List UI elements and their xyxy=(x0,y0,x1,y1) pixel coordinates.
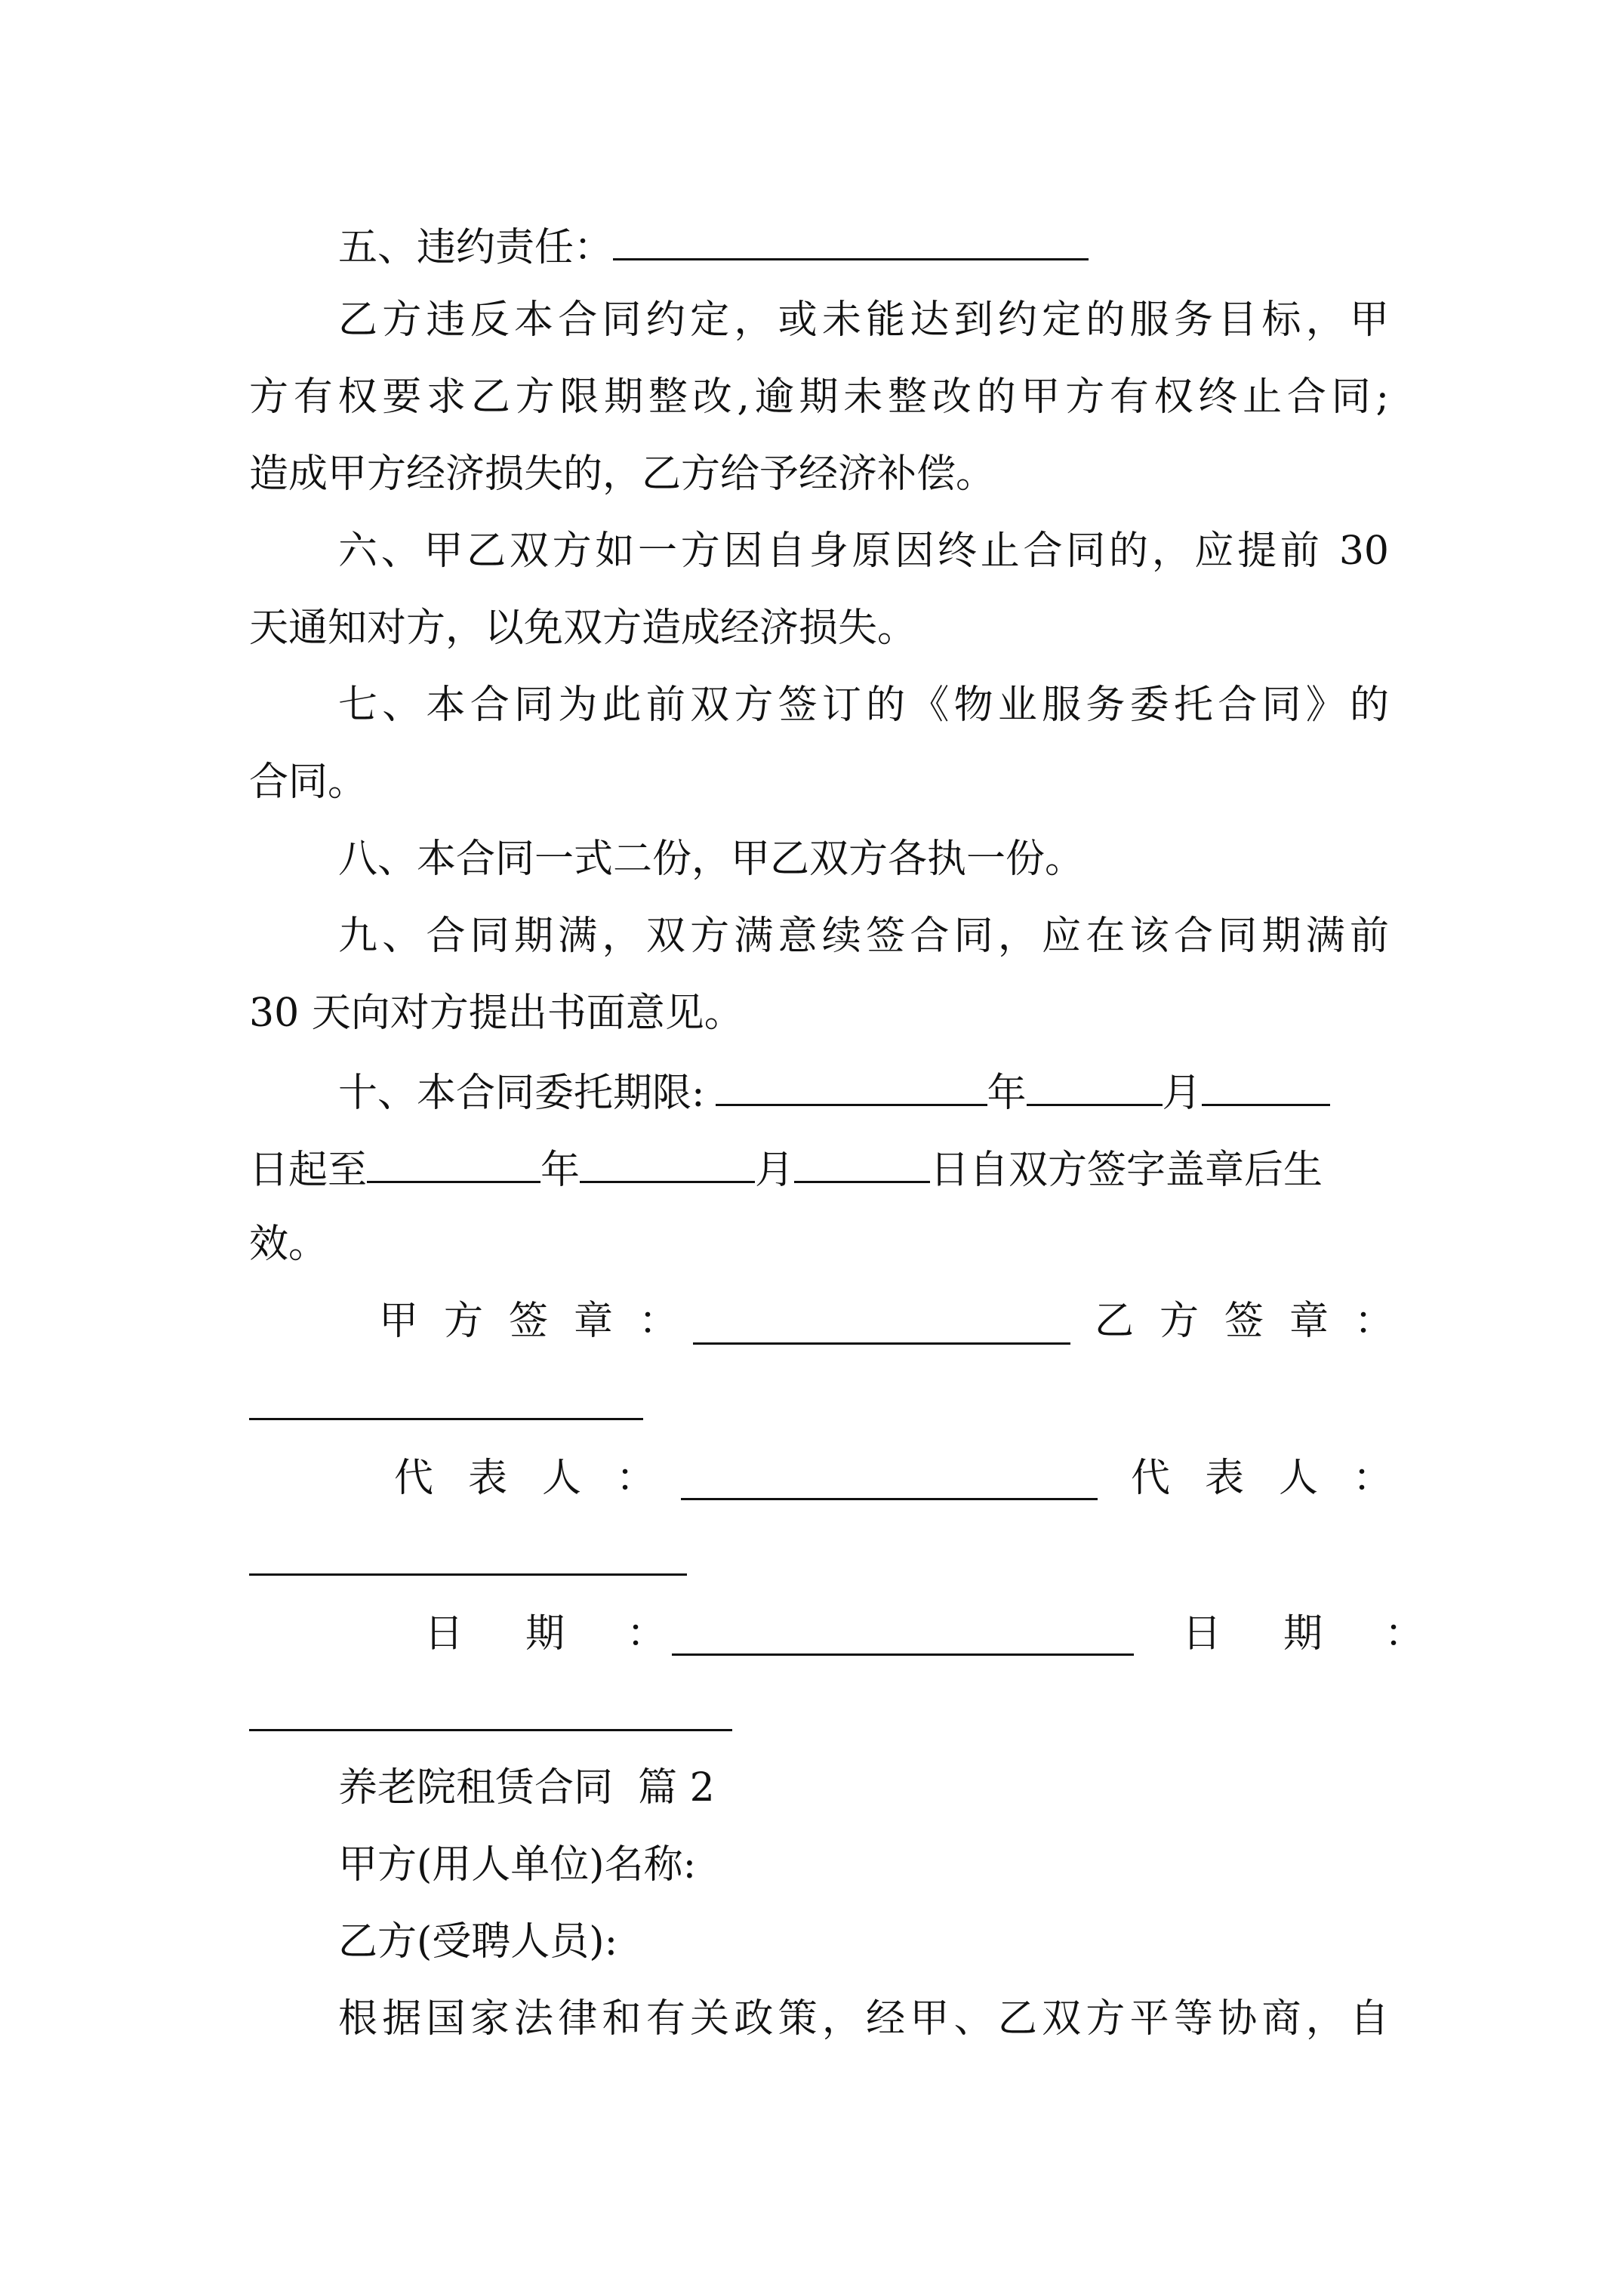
section-2-title: 养老院租赁合同 篇 2 xyxy=(338,1765,715,1811)
clause-5-blank xyxy=(613,220,1089,260)
rep-a-label: 代表人： xyxy=(394,1456,691,1501)
term-start-year-blank xyxy=(716,1066,987,1106)
clause-6-line-2: 天通知对方，以免双方造成经济损失。 xyxy=(249,606,917,651)
term-label: 十、本合同委托期限: xyxy=(338,1071,705,1116)
clause-5-line-1: 乙方违反本合同约定，或未能达到约定的服务目标，甲 xyxy=(338,297,1389,343)
clause-6-line-1: 六、甲乙双方如一方因自身原因终止合同的，应提前 30 xyxy=(338,529,1389,574)
term-end-year-blank xyxy=(367,1143,540,1183)
date-a-label: 日期： xyxy=(424,1611,728,1657)
section-2-intro: 根据国家法律和有关政策，经甲、乙双方平等协商，自 xyxy=(338,1996,1389,2042)
rep-b-line xyxy=(249,1573,687,1576)
date-b-line xyxy=(249,1729,732,1731)
clause-8-line-1: 八、本合同一式二份，甲乙双方各执一份。 xyxy=(338,837,1085,882)
date-a-line xyxy=(672,1653,1134,1656)
clause-7-line-1: 七、本合同为此前双方签订的《物业服务委托合同》的 xyxy=(338,683,1389,728)
clause-5-line-2: 方有权要求乙方限期整改,逾期未整改的甲方有权终止合同; xyxy=(249,374,1389,420)
term-end-month-unit: 月 xyxy=(755,1148,795,1193)
term-start-month-blank xyxy=(1027,1066,1163,1106)
clause-9-line-1: 九、合同期满，双方满意续签合同，应在该合同期满前 xyxy=(338,914,1389,959)
term-start-day-blank xyxy=(1202,1066,1330,1106)
clause-5-line-3: 造成甲方经济损失的，乙方给予经济补偿。 xyxy=(249,451,996,497)
clause-9-line-2: 30 天向对方提出书面意见。 xyxy=(249,991,744,1036)
clause-10-line-1 xyxy=(338,1066,1389,1114)
party-a-seal-line xyxy=(693,1342,1070,1345)
term-day-from: 日起至 xyxy=(249,1148,368,1193)
rep-a-line xyxy=(681,1498,1098,1500)
party-a-seal-label: 甲方签章： xyxy=(379,1299,704,1344)
party-b-seal-label: 乙方签章： xyxy=(1095,1299,1420,1344)
section-2-party-b: 乙方(受聘人员): xyxy=(338,1919,618,1965)
term-effective: 日自双方签字盖章后生 xyxy=(930,1148,1323,1193)
term-end-year-unit: 年 xyxy=(540,1148,581,1193)
rep-b-label: 代表人： xyxy=(1131,1456,1427,1501)
section-2-party-a: 甲方(用人单位)名称: xyxy=(338,1842,697,1888)
clause-7-line-2: 合同。 xyxy=(249,760,368,805)
clause-10-line-2 xyxy=(249,1143,1389,1191)
date-b-label: 日期： xyxy=(1182,1611,1486,1657)
term-year-unit: 年 xyxy=(987,1071,1027,1116)
term-month-unit: 月 xyxy=(1162,1071,1202,1116)
party-b-seal-line xyxy=(249,1418,643,1420)
term-end-month-blank xyxy=(580,1143,755,1183)
clause-5-heading xyxy=(338,220,1389,269)
clause-10-line-3: 效。 xyxy=(249,1222,328,1267)
clause-5-title: 五、违约责任： xyxy=(338,225,614,270)
term-end-day-blank xyxy=(794,1143,930,1183)
